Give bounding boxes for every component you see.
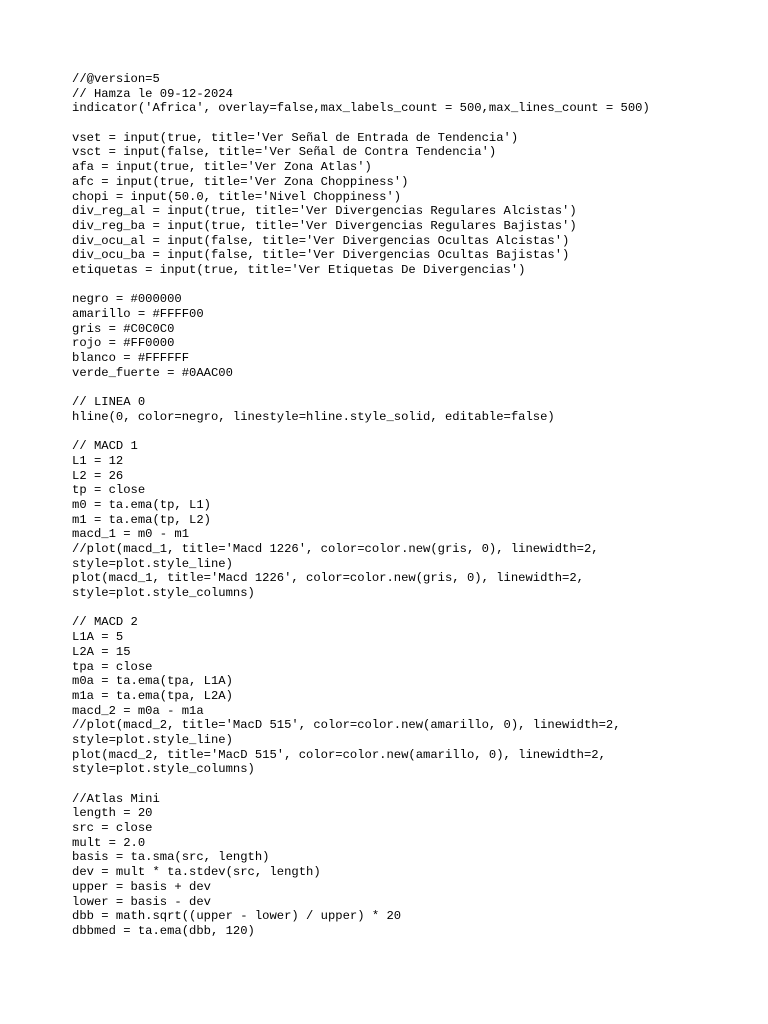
code-line: afa = input(true, title='Ver Zona Atlas') (72, 160, 372, 175)
code-line: tp = close (72, 483, 146, 498)
code-line: macd_1 = m0 - m1 (72, 527, 190, 542)
code-line: src = close (72, 821, 153, 836)
code-line: plot(macd_1, title='Macd 1226', color=color.new(gris, 0), linewidth=2, (72, 571, 584, 586)
code-line: length = 20 (72, 806, 153, 821)
code-line: m0 = ta.ema(tp, L1) (72, 497, 211, 512)
code-line: tpa = close (72, 659, 153, 674)
code-line: dbb = math.sqrt((upper - lower) / upper) * 20 (72, 909, 402, 924)
code-line: afc = input(true, title='Ver Zona Choppiness') (72, 174, 409, 189)
code-line: amarillo = #FFFF00 (72, 307, 204, 321)
code-line: plot(macd_2, title='MacD 515', color=color.new(amarillo, 0), linewidth=2, (72, 747, 606, 762)
code-line: etiquetas = input(true, title='Ver Etiquetas De Divergencias') (72, 262, 526, 277)
code-line: m1 = ta.ema(tp, L2) (72, 512, 211, 527)
code-line: negro = #000000 (72, 292, 182, 307)
code-line: upper = basis + dev (72, 879, 211, 894)
code-line: // LINEA 0 (72, 395, 146, 410)
code-line: style=plot.style_line) (72, 556, 233, 571)
code-line: m0a = ta.ema(tpa, L1A) (72, 674, 233, 689)
blank-line (72, 777, 752, 792)
code-line: macd_2 = m0a - m1a (72, 703, 204, 718)
code-line: indicator('Africa', overlay=false,max_labels_count = 500,max_lines_count = 500) (72, 101, 650, 116)
code-line: L2A = 15 (72, 644, 131, 659)
code-line: div_ocu_ba = input(false, title='Ver Divergencias Ocultas Bajistas') (72, 248, 570, 263)
code-line: basis = ta.sma(src, length) (72, 850, 270, 865)
code-line: gris = #C0C0C0 (72, 321, 175, 336)
code-line: m1a = ta.ema(tpa, L2A) (72, 688, 233, 703)
blank-line (72, 425, 752, 440)
code-line: chopi = input(50.0, title='Nivel Choppiness') (72, 189, 402, 204)
code-line: dbbmed = ta.ema(dbb, 120) (72, 923, 255, 938)
code-line: style=plot.style_columns) (72, 762, 255, 777)
code-line: //Atlas Mini (72, 791, 160, 806)
blank-line (72, 601, 752, 616)
code-line: style=plot.style_line) (72, 732, 233, 747)
code-line: verde_fuerte = #0AAC00 (72, 365, 233, 380)
code-line: // Hamza le 09-12-2024 (72, 86, 233, 101)
code-line: mult = 2.0 (72, 835, 146, 850)
code-line: vsct = input(false, title='Ver Señal de Contra Tendencia') (72, 145, 497, 160)
code-line: div_reg_ba = input(true, title='Ver Divergencias Regulares Bajistas') (72, 218, 577, 233)
code-line: style=plot.style_columns) (72, 586, 255, 601)
code-line: div_ocu_al = input(false, title='Ver Divergencias Ocultas Alcistas') (72, 233, 570, 248)
code-line: lower = basis - dev (72, 894, 211, 909)
code-line: //plot(macd_1, title='Macd 1226', color=color.new(gris, 0), linewidth=2, (72, 542, 599, 556)
code-line: L2 = 26 (72, 468, 124, 483)
code-line: // MACD 1 (72, 439, 138, 454)
blank-line (72, 116, 752, 131)
code-line: //plot(macd_2, title='MacD 515', color=color.new(amarillo, 0), linewidth=2, (72, 718, 621, 733)
code-line: L1A = 5 (72, 630, 124, 645)
code-line: div_reg_al = input(true, title='Ver Divergencias Regulares Alcistas') (72, 204, 577, 219)
code-line: vset = input(true, title='Ver Señal de Entrada de Tendencia') (72, 130, 519, 145)
code-line: // MACD 2 (72, 615, 138, 630)
code-line: //@version=5 (72, 72, 160, 86)
code-line: hline(0, color=negro, linestyle=hline.style_solid, editable=false) (72, 409, 555, 424)
blank-line (72, 380, 752, 395)
code-line: dev = mult * ta.stdev(src, length) (72, 865, 321, 880)
code-listing (72, 72, 752, 939)
code-line: L1 = 12 (72, 453, 124, 468)
blank-line (72, 278, 752, 293)
code-line: rojo = #FF0000 (72, 336, 175, 351)
code-line: blanco = #FFFFFF (72, 351, 190, 366)
